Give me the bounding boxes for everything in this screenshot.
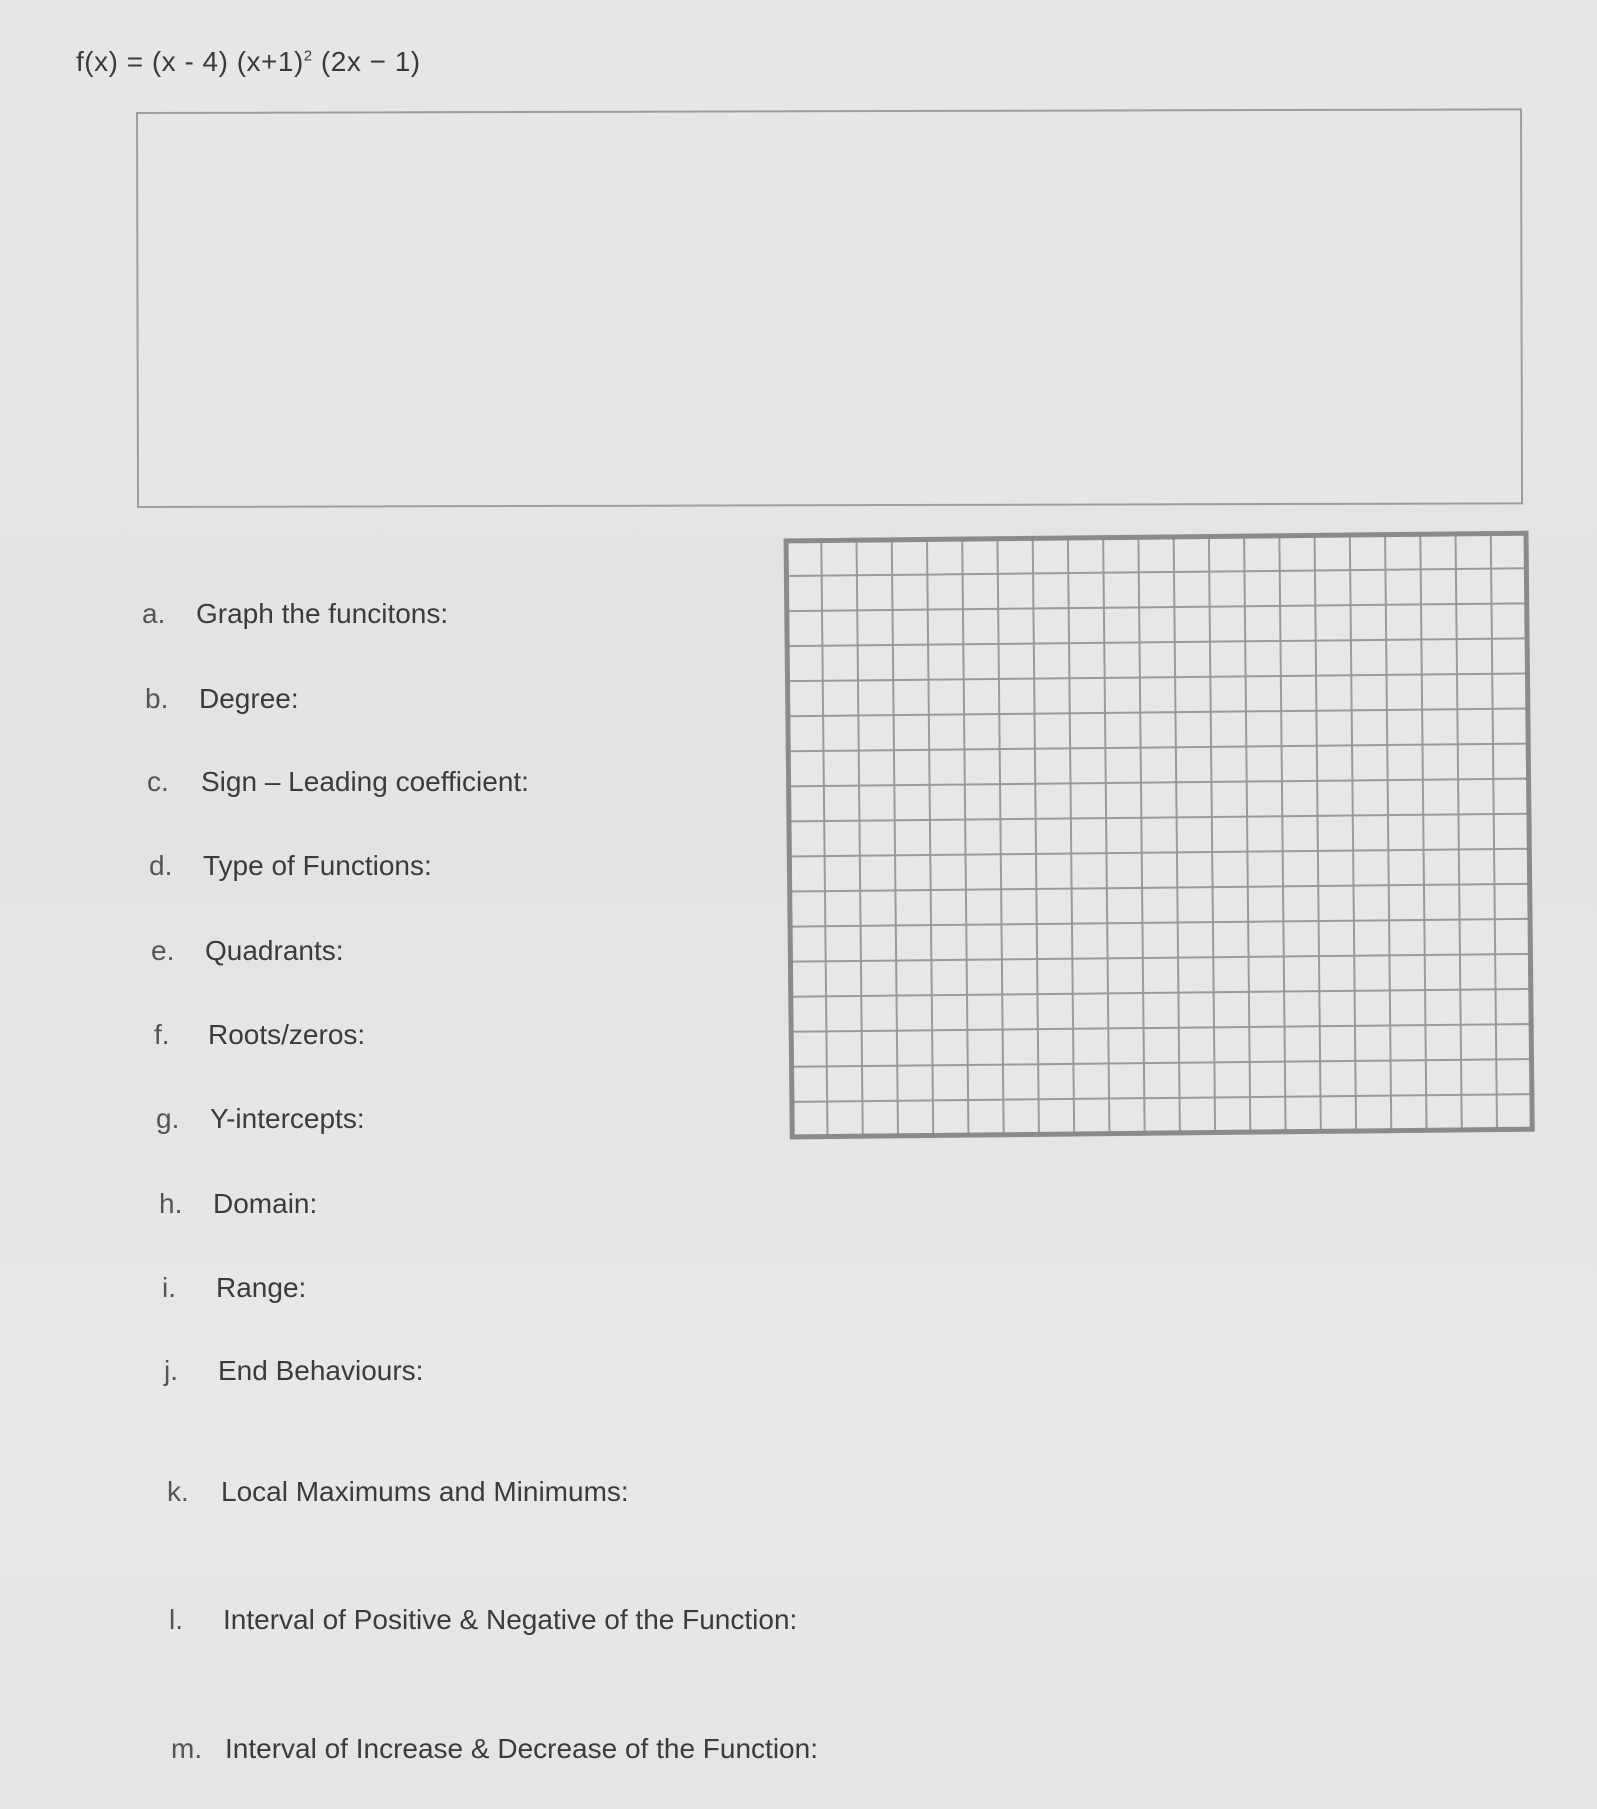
- question-letter: i.: [162, 1272, 176, 1303]
- function-suffix: (2x − 1): [312, 46, 421, 77]
- question-text: Sign – Leading coefficient:: [201, 766, 529, 797]
- question-text: Local Maximums and Minimums:: [221, 1476, 629, 1507]
- question-f: [154, 1019, 365, 1051]
- question-i: [162, 1272, 306, 1304]
- question-text: Roots/zeros:: [208, 1019, 366, 1050]
- question-text: Type of Functions:: [203, 850, 432, 881]
- question-text: Y-intercepts:: [210, 1103, 365, 1134]
- function-prefix: f(x) = (x - 4) (x+1): [76, 46, 304, 77]
- question-g: [156, 1103, 365, 1135]
- function-exponent: 2: [303, 47, 313, 65]
- question-text: Domain:: [213, 1188, 318, 1219]
- question-letter: j.: [164, 1355, 178, 1386]
- question-letter: d.: [149, 850, 173, 881]
- question-text: Range:: [216, 1272, 307, 1303]
- question-k: [167, 1476, 629, 1508]
- question-letter: k.: [167, 1476, 189, 1507]
- question-letter: e.: [151, 935, 175, 966]
- question-text: Degree:: [199, 683, 299, 714]
- question-letter: m.: [171, 1733, 203, 1764]
- question-text: Interval of Increase & Decrease of the Function:: [225, 1733, 818, 1764]
- question-d: [149, 850, 432, 882]
- question-letter: b.: [145, 683, 169, 714]
- question-l: [169, 1604, 797, 1636]
- question-h: [159, 1188, 317, 1220]
- question-text: End Behaviours:: [218, 1355, 424, 1386]
- question-a: [142, 598, 448, 630]
- question-e: [151, 935, 344, 967]
- question-j: [164, 1355, 423, 1387]
- question-text: Quadrants:: [205, 935, 344, 966]
- question-letter: l.: [169, 1604, 183, 1635]
- question-m: [171, 1733, 818, 1765]
- question-letter: a.: [142, 598, 166, 629]
- question-letter: f.: [154, 1019, 170, 1050]
- question-letter: c.: [147, 766, 169, 797]
- question-letter: h.: [159, 1188, 183, 1219]
- question-text: Graph the funcitons:: [196, 598, 449, 629]
- question-text: Interval of Positive & Negative of the Function:: [223, 1604, 798, 1635]
- question-c: [147, 766, 529, 798]
- question-b: [145, 683, 299, 715]
- question-letter: g.: [156, 1103, 180, 1134]
